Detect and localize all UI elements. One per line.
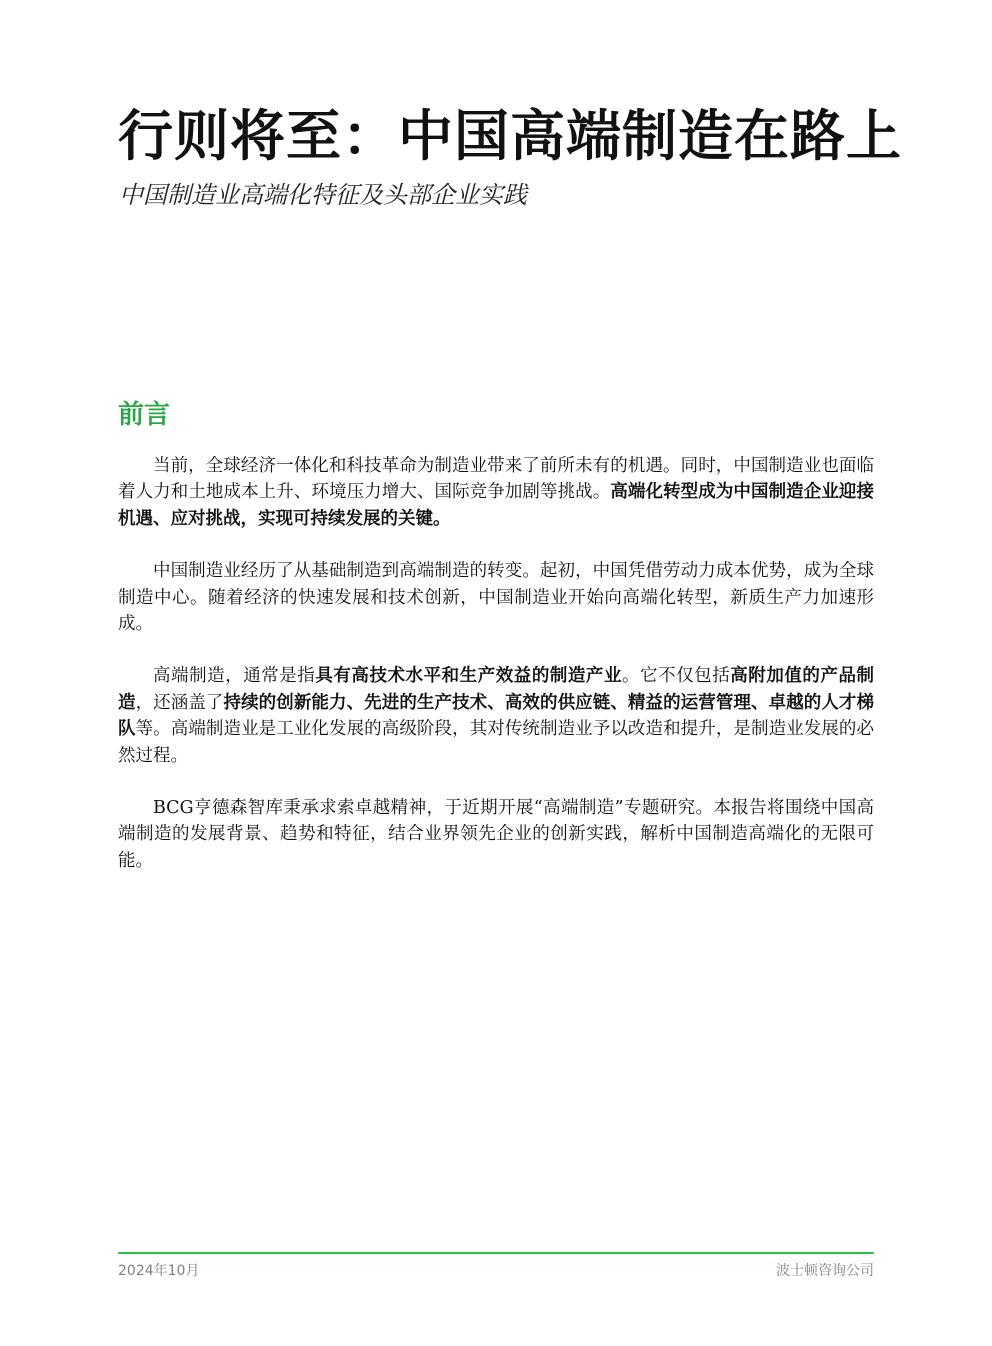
paragraph-1-emphasis: 高端化转型成为中国制造企业迎接机遇、应对挑战，实现可持续发展的关键。 xyxy=(118,482,875,529)
preface-body xyxy=(118,453,874,900)
paragraph-3-text-d: 等。高端制造业是工业化发展的高级阶段，其对传统制造业予以改造和提升，是制造业发展的必然过程。 xyxy=(118,719,875,766)
paragraph-3 xyxy=(118,663,874,769)
paragraph-3-text-b: 。它不仅包括 xyxy=(622,666,731,687)
paragraph-3-text-c: ，还涵盖了 xyxy=(135,692,224,713)
paragraph-2-text: 中国制造业经历了从基础制造到高端制造的转变。起初，中国凭借劳动力成本优势，成为全球制造中心。随着经济的快速发展和技术创新，中国制造业开始向高端化转型，新质生产力加速形成。 xyxy=(118,561,874,635)
footer-publisher: 波士顿咨询公司 xyxy=(776,1263,874,1279)
section-heading-preface: 前言 xyxy=(118,400,171,430)
paragraph-4-text: BCG亨德森智库秉承求索卓越精神，于近期开展“高端制造”专题研究。本报告将围绕中国高端制造的发展背景、趋势和特征，结合业界领先企业的创新实践，解析中国制造高端化的无限可能。 xyxy=(118,798,874,871)
footer-date: 2024年10月 xyxy=(118,1263,200,1279)
paragraph-2 xyxy=(118,558,874,637)
paragraph-4 xyxy=(118,795,874,874)
paragraph-3-emphasis-a: 具有高技术水平和生产效益的制造产业 xyxy=(315,666,623,687)
footer-divider xyxy=(118,1252,874,1254)
paragraph-3-text-a: 高端制造，通常是指 xyxy=(153,666,316,687)
paragraph-3-emphasis-c: 持续的创新能力、先进的生产技术、高效的供应链、精益的运营管理、卓越的人才梯队 xyxy=(118,692,875,740)
document-subtitle: 中国制造业高端化特征及头部企业实践 xyxy=(119,181,527,209)
paragraph-1 xyxy=(118,453,874,532)
document-title: 行则将至：中国高端制造在路上 xyxy=(118,103,903,168)
paragraph-1-text: 当前，全球经济一体化和科技革命为制造业带来了前所未有的机遇。同时，中国制造业也面临着人力和土地成本上升、环境压力增大、国际竞争加剧等挑战。 xyxy=(118,456,874,503)
paragraph-3-emphasis-b: 高附加值的产品制造 xyxy=(118,666,875,713)
